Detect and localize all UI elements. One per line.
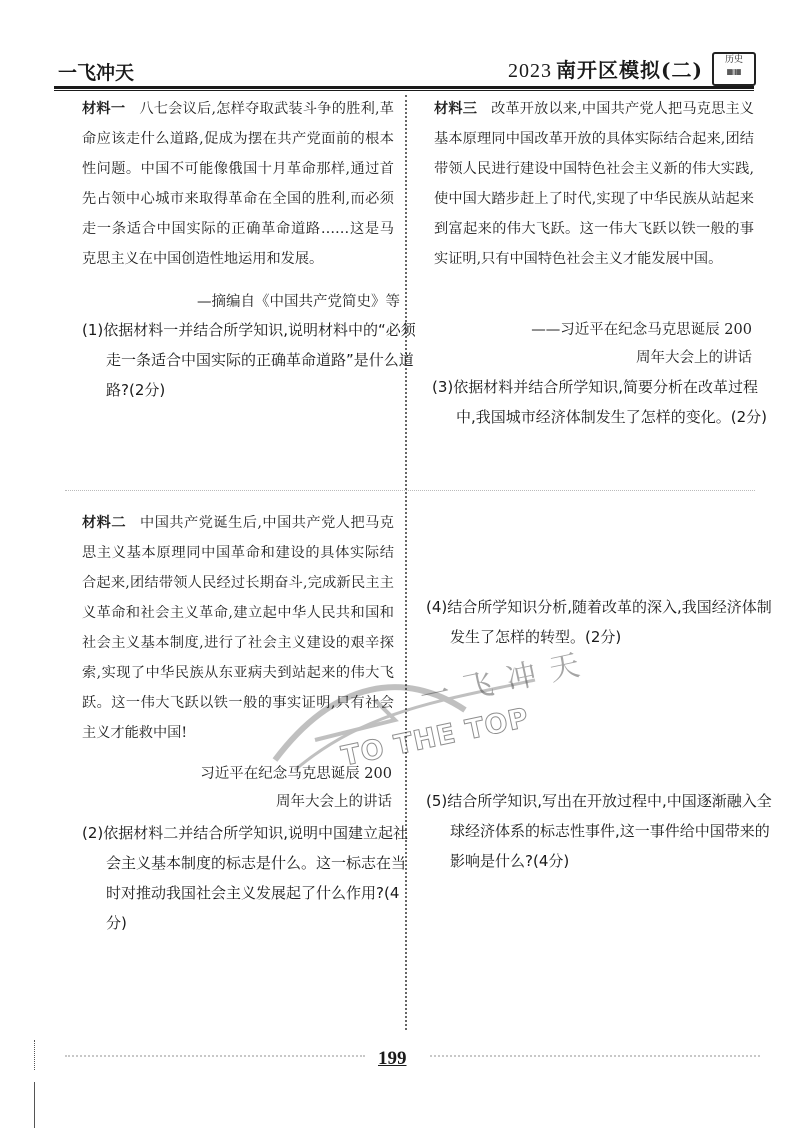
exam-title — [508, 54, 703, 83]
question-4: (4)结合所学知识分析,随着改革的深入,我国经济体制发生了怎样的转型。(2分) — [426, 598, 772, 646]
binding-mark-top — [34, 1040, 35, 1070]
question-2: (2)依据材料二并结合所学知识,说明中国建立起社会主义基本制度的标志是什么。这一标志在当时对推动我国社会主义发展起了什么作用?(4分) — [82, 824, 409, 932]
material-3-tag: 材料三 — [434, 101, 478, 117]
material-2-source-line1: 习近平在纪念马克思诞辰 200 — [200, 766, 392, 782]
section-divider — [65, 490, 755, 491]
header-rule-thin — [54, 90, 754, 91]
footer-rule-left — [65, 1055, 365, 1057]
material-3 — [434, 94, 754, 274]
material-1-source: —摘编自《中国共产党简史》等 — [197, 294, 400, 310]
footer-rule-right — [430, 1055, 760, 1057]
page-number: 199 — [378, 1048, 407, 1069]
brand-name: 一飞冲天 — [58, 62, 135, 84]
exam-name: 南开区模拟(二) — [556, 58, 703, 82]
material-2-text: 中国共产党诞生后,中国共产党人把马克思主义基本原理同中国革命和建设的具体实际结合起来,团结带领人民经过长期奋斗,完成新民主主义革命和社会主义革命,建立起中华人民共和国和社会主义基本制度,进行了社会主义建设的艰辛探索,实现了中华民族从东亚病夫到站起来的伟大飞跃。这一伟大飞跃以铁一般的事实证明,只有社会主义才能救中国! — [82, 515, 394, 741]
question-5: (5)结合所学知识,写出在开放过程中,中国逐渐融入全球经济体系的标志性事件,这一事件给中国带来的影响是什么?(4分) — [426, 792, 772, 870]
question-3: (3)依据材料并结合所学知识,简要分析在改革过程中,我国城市经济体制发生了怎样的变化。(2分) — [432, 378, 768, 426]
material-2-source-line2: 周年大会上的讲话 — [276, 794, 392, 810]
watermark-cn: 一飞冲天 — [417, 645, 597, 716]
watermark-en: TO THE TOP — [338, 702, 532, 773]
subject-badge-pattern-icon: ▦▦ — [726, 67, 742, 76]
material-1-text: 八七会议后,怎样夺取武装斗争的胜利,革命应该走什么道路,促成为摆在共产党面前的根本性问题。中国不可能像俄国十月革命那样,通过首先占领中心城市来取得革命在全国的胜利,而必须走一条适合中国实际的正确革命道路……这是马克思主义在中国创造性地运用和发展。 — [82, 101, 394, 267]
header-rule — [54, 86, 754, 89]
question-1: (1)依据材料一并结合所学知识,说明材料中的“必须走一条适合中国实际的正确革命道路”是什么道路?(2分) — [82, 321, 416, 399]
binding-mark-bottom — [34, 1082, 35, 1128]
subject-badge-label: 历史 — [724, 55, 743, 65]
material-2-tag: 材料二 — [82, 515, 127, 531]
material-1-tag: 材料一 — [82, 101, 126, 117]
material-3-source-line1: ——习近平在纪念马克思诞辰 200 — [531, 322, 752, 338]
exam-year: 2023 — [508, 60, 552, 82]
material-3-source-line2: 周年大会上的讲话 — [636, 350, 752, 366]
material-3-text: 改革开放以来,中国共产党人把马克思主义基本原理同中国改革开放的具体实际结合起来,团结带领人民进行建设中国特色社会主义新的伟大实践,使中国大踏步赶上了时代,实现了中华民族从站起来到富起来的伟大飞跃。这一伟大飞跃以铁一般的事实证明,只有中国特色社会主义才能发展中国。 — [434, 101, 754, 267]
material-1 — [82, 94, 394, 274]
subject-badge — [712, 52, 756, 86]
